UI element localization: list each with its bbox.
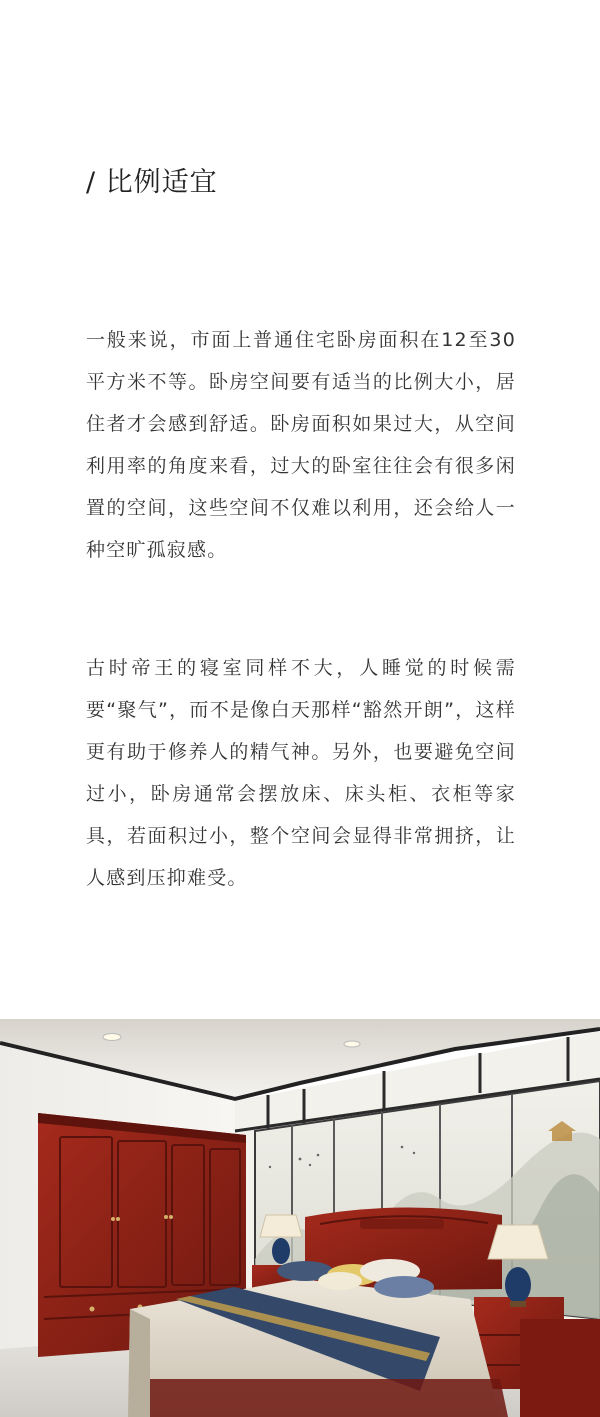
paragraph-emperor-bedroom: 古时帝王的寝室同样不大，人睡觉的时候需要“聚气”，而不是像白天那样“豁然开朗”，这样更有助于修养人的精气神。另外，也要避免空间过小，卧房通常会摆放床、床头柜、衣柜等家具，若面积过小，整个空间会显得非常拥挤，让人感到压抑难受。 — [86, 657, 516, 889]
section-heading: / 比例适宜 — [86, 167, 218, 198]
ceiling-light — [103, 1034, 121, 1041]
ceiling-light — [344, 1041, 360, 1047]
dresser-right — [520, 1319, 600, 1417]
bedroom-photo — [0, 1019, 600, 1417]
paragraph-room-size: 一般来说，市面上普通住宅卧房面积在12至30平方米不等。卧房空间要有适当的比例大小，居住者才会感到舒适。卧房面积如果过大，从空间利用率的角度来看，过大的卧室往往会有很多闲置的空间，这些空间不仅难以利用，还会给人一种空旷孤寂感。 — [86, 329, 516, 561]
